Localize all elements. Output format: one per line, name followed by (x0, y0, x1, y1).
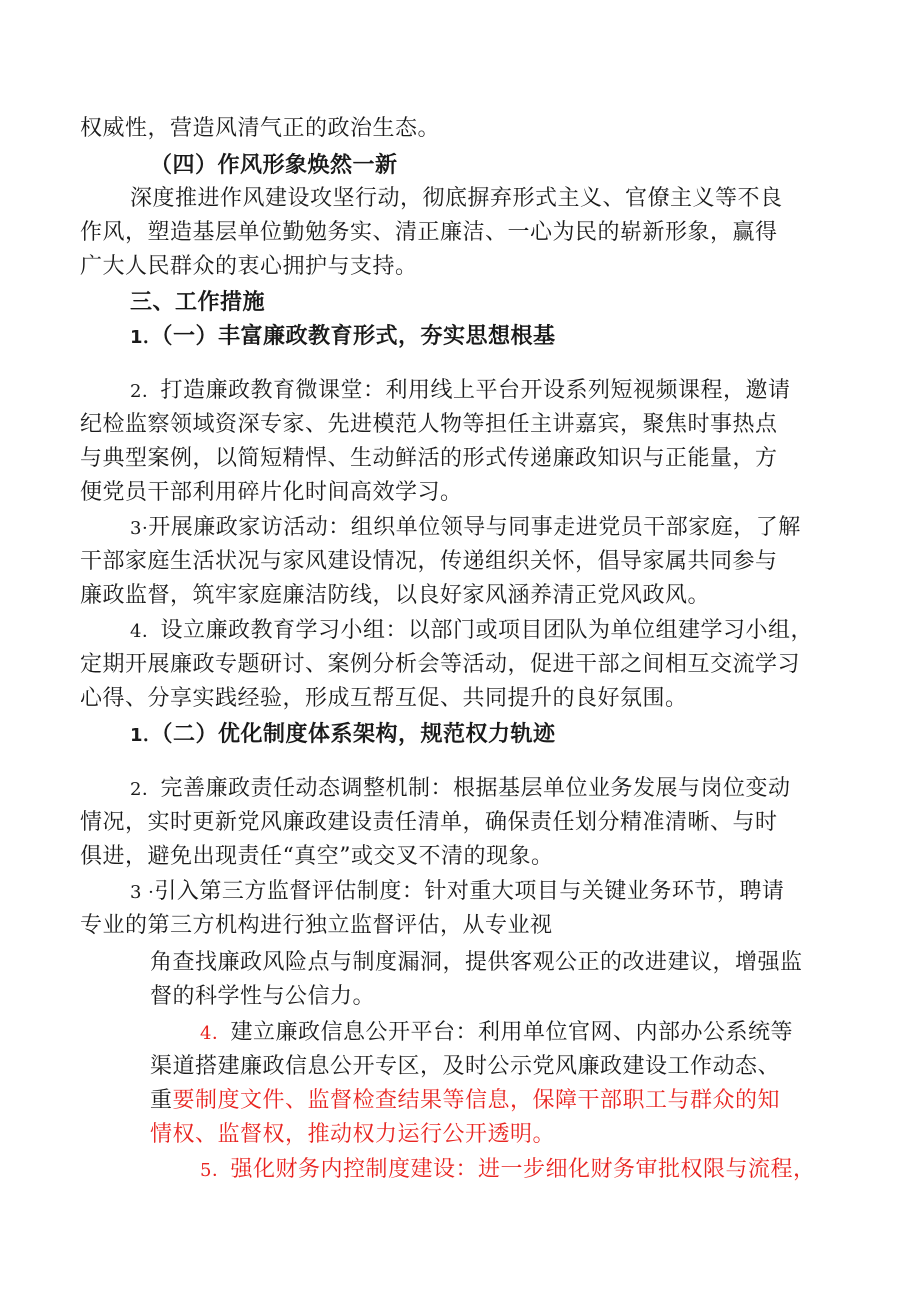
list-item-text: 打造廉政教育微课堂：利用线上平台开设系列短视频课程，邀请 (160, 378, 791, 403)
highlighted-text: 要制度文件、监督检查结果等信息，保障干部职工与群众的知 (172, 1088, 781, 1113)
list-number: 4． (130, 621, 161, 642)
subsection-title-text: （二）优化制度体系架构，规范权力轨迹 (161, 722, 556, 747)
paragraph-line: 督的科学性与公信力。 (150, 984, 376, 1009)
paragraph-text: 重 (150, 1088, 173, 1113)
list-item-text: 引入第三方监督评估制度：针对重大项目与关键业务环节，聘请 (154, 879, 785, 904)
paragraph-line: 权威性，营造风清气正的政治生态。 (80, 116, 441, 141)
list-item-line (130, 374, 790, 409)
paragraph-line: 廉政监督，筑牢家庭廉洁防线，以良好家风涵养清正党风政风。 (80, 583, 711, 608)
list-number: 2． (130, 381, 161, 402)
paragraph-line: 深度推进作风建设攻坚行动，彻底摒弃形式主义、官僚主义等不良 (130, 186, 783, 211)
list-item-text: 开展廉政家访活动：组织单位领导与同事走进党员干部家庭，了解 (148, 515, 801, 540)
paragraph-line: 纪检监察领域资深专家、先进模范人物等担任主讲嘉宾，聚焦时事热点 (80, 412, 778, 437)
list-number: 4． (200, 1023, 231, 1044)
list-item-text: 强化财务内控制度建设：进一步细化财务审批权限与流程， (230, 1157, 816, 1182)
paragraph-line: 广大人民群众的衷心拥护与支持。 (80, 254, 418, 279)
paragraph-line: 定期开展廉政专题研讨、案例分析会等活动，促进干部之间相互交流学习 (80, 652, 801, 677)
paragraph-line: 专业的第三方机构进行独立监督评估，从专业视 (80, 913, 553, 938)
paragraph-line: 与典型案例，以简短精悍、生动鲜活的形式传递廉政知识与正能量，方 (80, 446, 778, 471)
paragraph-line: 角查找廉政风险点与制度漏洞，提供客观公正的改进建议，增强监 (150, 950, 803, 975)
list-item-line (130, 772, 790, 807)
list-number: 2． (130, 779, 161, 800)
highlighted-list-item-line (200, 1153, 815, 1188)
subsection-title-1 (130, 320, 556, 355)
list-item-text: 完善廉政责任动态调整机制：根据基层单位业务发展与岗位变动 (160, 776, 791, 801)
list-item-line (200, 1016, 793, 1051)
highlighted-paragraph-line: 情权、监督权，推动权力运行公开透明。 (150, 1122, 556, 1147)
list-number: 1． (130, 725, 162, 746)
list-item-text: 设立廉政教育学习小组：以部门或项目团队为单位组建学习小组， (160, 618, 813, 643)
paragraph-line: 情况，实时更新党风廉政建设责任清单，确保责任划分精准清晰、与时 (80, 810, 778, 835)
paragraph-line: 便党员干部利用碎片化时间高效学习。 (80, 480, 463, 505)
list-number: 1． (130, 327, 162, 348)
list-item-line (130, 614, 813, 649)
paragraph-line: 干部家庭生活状况与家风建设情况，传递组织关怀，倡导家属共同参与 (80, 549, 778, 574)
subsection-title-2 (130, 718, 556, 753)
paragraph-line (150, 1084, 780, 1118)
section-title-measures: 三、工作措施 (130, 290, 266, 315)
list-number: 5． (200, 1160, 231, 1181)
list-item-line (130, 511, 801, 546)
list-item-line (130, 875, 784, 910)
subsection-title-text: （一）丰富廉政教育形式，夯实思想根基 (161, 324, 556, 349)
heading-section-4: （四）作风形象焕然一新 (150, 153, 398, 178)
list-item-text: 建立廉政信息公开平台：利用单位官网、内部办公系统等 (230, 1020, 793, 1045)
list-number: 3· (130, 518, 149, 539)
paragraph-line: 作风，塑造基层单位勤勉务实、清正廉洁、一心为民的崭新形象，赢得 (80, 220, 778, 245)
paragraph-line: 俱进，避免出现责任“真空”或交叉不清的现象。 (80, 844, 554, 869)
list-number: 3 · (130, 882, 155, 903)
paragraph-line: 渠道搭建廉政信息公开专区，及时公示党风廉政建设工作动态、 (150, 1054, 781, 1079)
paragraph-line: 心得、分享实践经验，形成互帮互促、共同提升的良好氛围。 (80, 686, 688, 711)
